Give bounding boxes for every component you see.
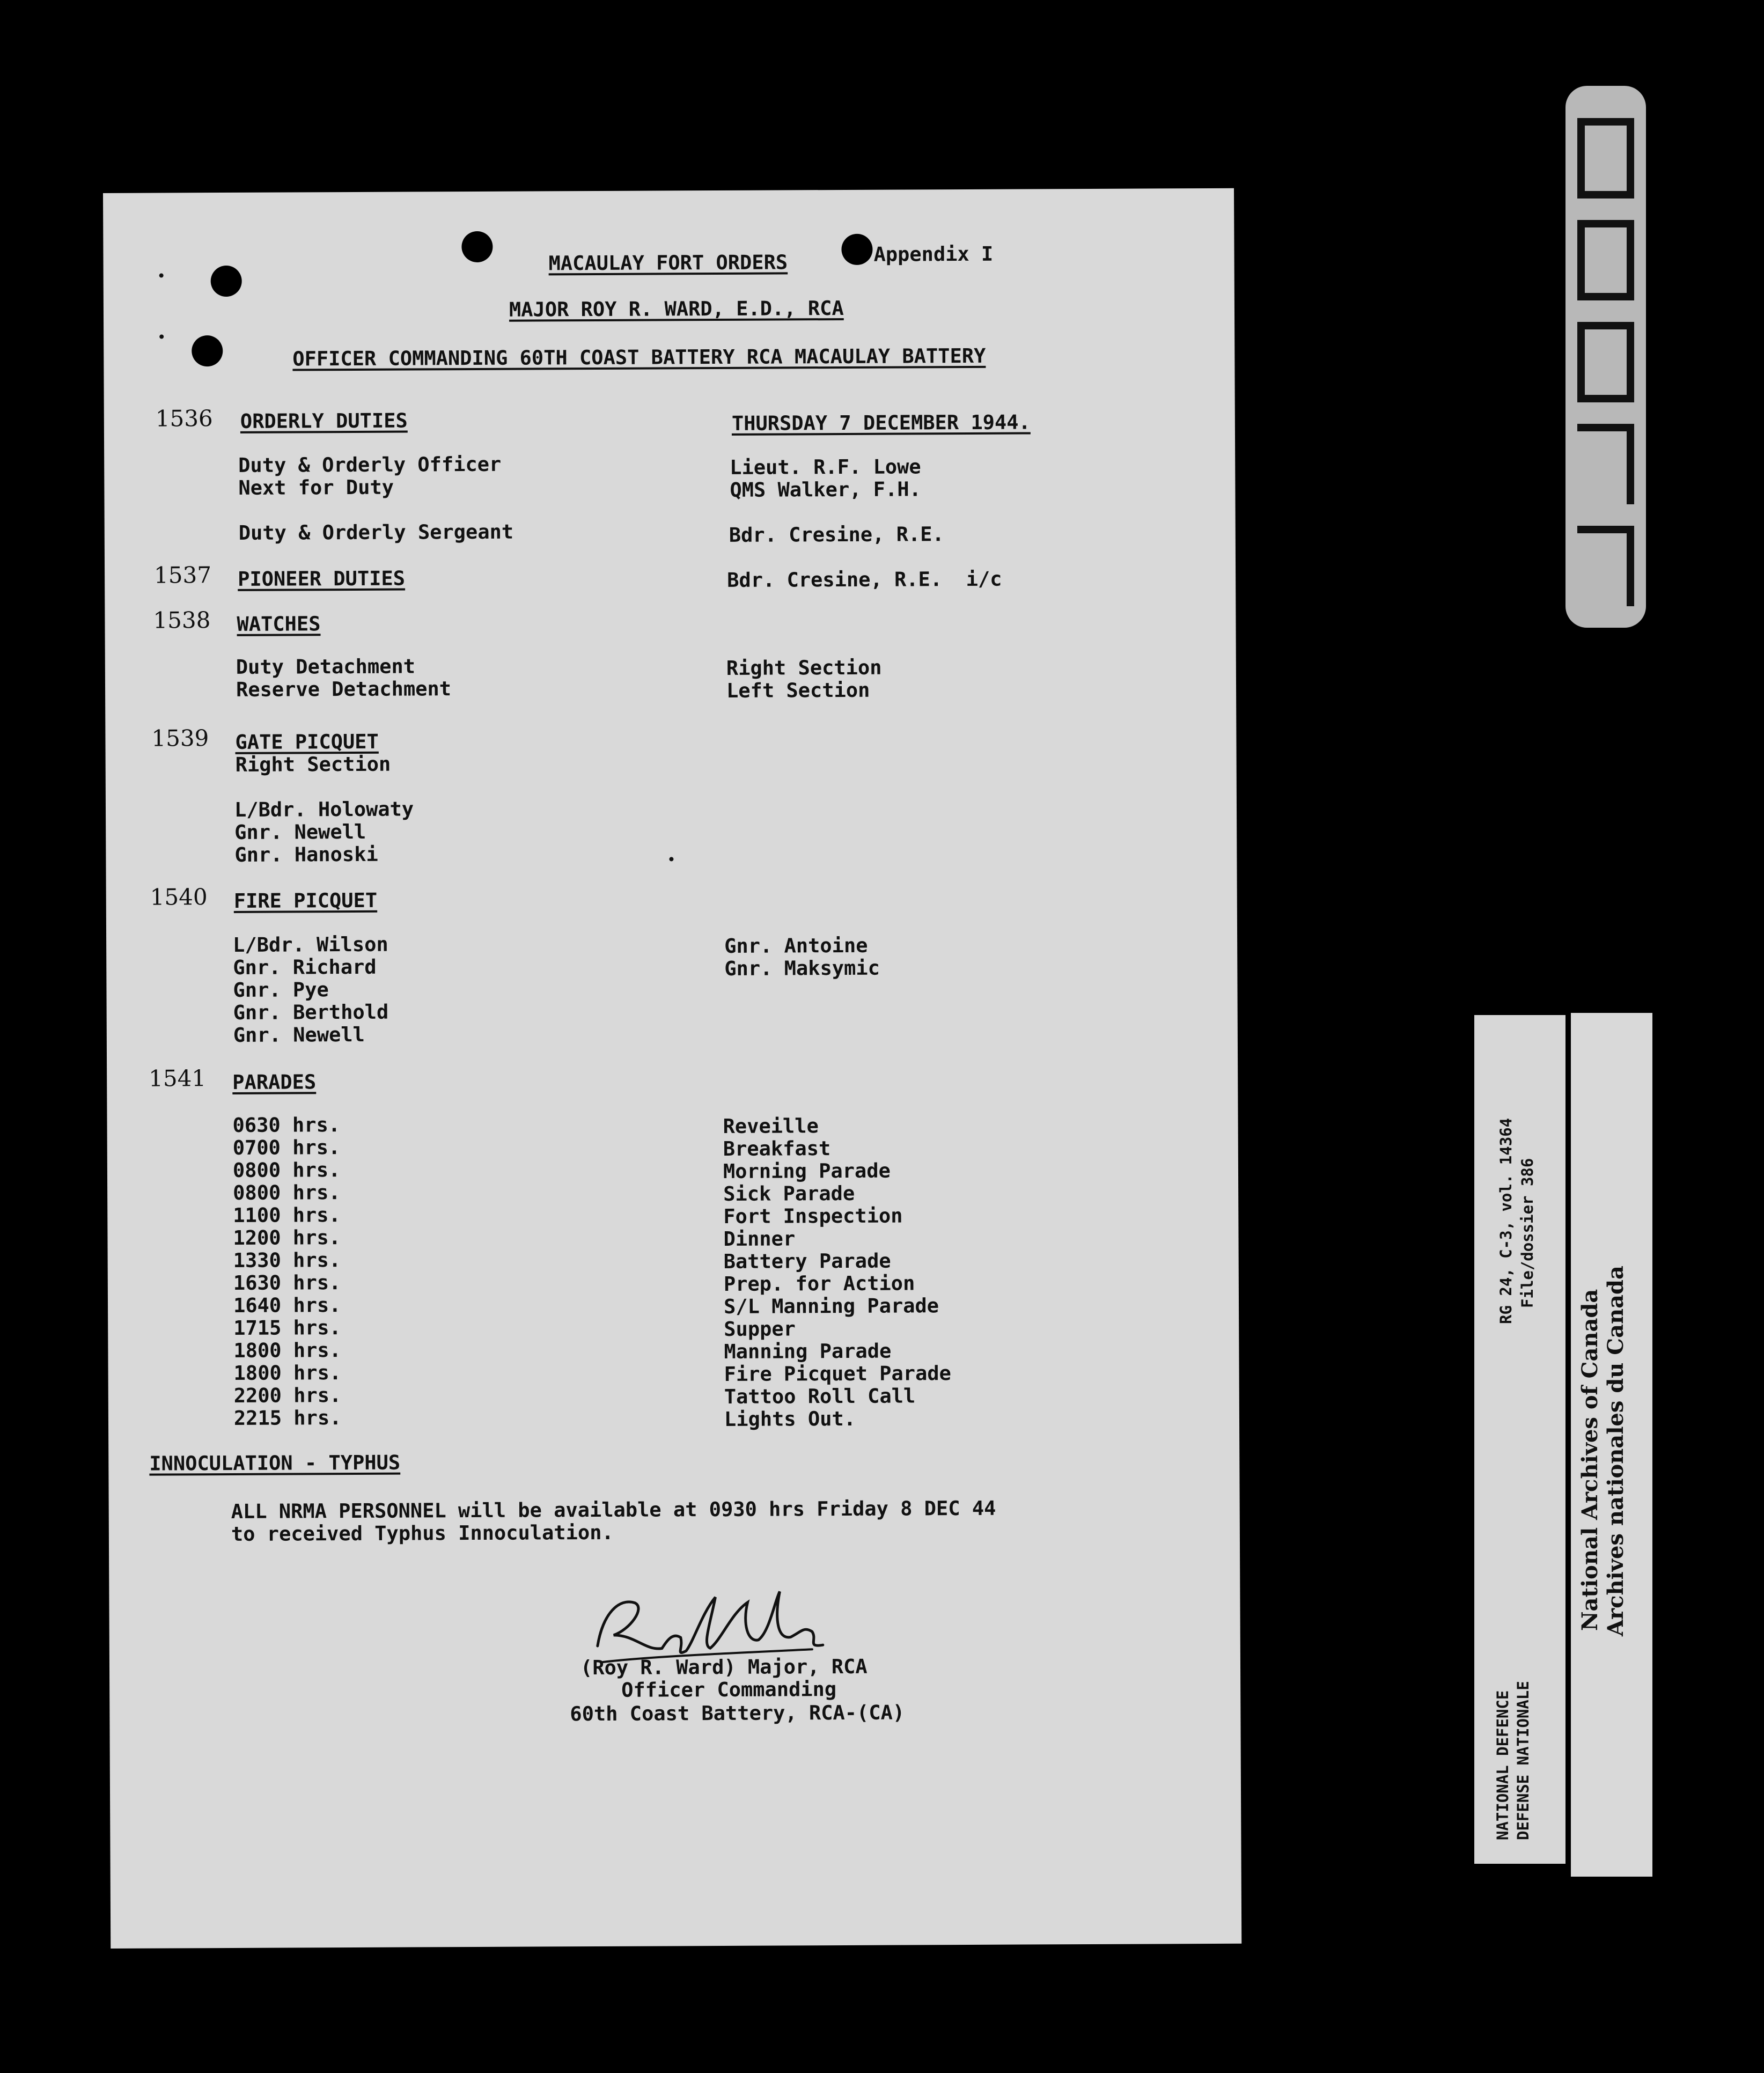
document-page xyxy=(103,188,1241,1949)
department-name: DEFENSE NATIONALE xyxy=(1514,1681,1532,1840)
parade-event: Fort Inspection xyxy=(723,1204,903,1228)
duty-label: Duty & Orderly Officer xyxy=(238,452,502,477)
parade-event: Supper xyxy=(724,1317,796,1341)
parade-event: Prep. for Action xyxy=(723,1271,915,1296)
parade-event: Battery Parade xyxy=(723,1249,891,1273)
header-commander: MAJOR ROY R. WARD, E.D., RCA xyxy=(509,296,844,321)
parade-event: Sick Parade xyxy=(723,1181,855,1205)
picquet-name: Gnr. Newell xyxy=(233,1023,365,1047)
parade-event: Tattoo Roll Call xyxy=(724,1384,916,1408)
parade-event: Morning Parade xyxy=(723,1159,891,1183)
department-name: NATIONAL DEFENCE xyxy=(1494,1690,1512,1840)
duty-value: QMS Walker, F.H. xyxy=(730,477,921,502)
archive-name: Archives nationales du Canada xyxy=(1603,1266,1628,1636)
punch-hole xyxy=(461,231,493,262)
section-heading: ORDERLY DUTIES xyxy=(240,409,408,433)
duty-value: Left Section xyxy=(726,678,870,702)
parade-time: 0630 hrs. xyxy=(232,1113,341,1137)
parade-time: 1630 hrs. xyxy=(233,1271,341,1295)
speck xyxy=(159,274,164,278)
parade-time: 1200 hrs. xyxy=(233,1226,341,1249)
order-number: 1539 xyxy=(151,725,209,752)
parade-event: S/L Manning Parade xyxy=(723,1294,939,1318)
duty-value: Right Section xyxy=(726,656,882,680)
parade-time: 1100 hrs. xyxy=(233,1203,341,1227)
signature-title: Officer Commanding xyxy=(621,1678,837,1702)
section-heading: WATCHES xyxy=(237,612,321,636)
picquet-name: Gnr. Antoine xyxy=(724,933,868,958)
duty-value: Bdr. Cresine, R.E. xyxy=(729,523,944,547)
parade-event: Lights Out. xyxy=(724,1407,856,1431)
innoculation-heading: INNOCULATION - TYPHUS xyxy=(149,1451,401,1475)
header-title: MACAULAY FORT ORDERS xyxy=(548,251,788,275)
appendix-label: Appendix I xyxy=(873,242,994,266)
section-heading: FIRE PICQUET xyxy=(233,888,378,913)
order-number: 1541 xyxy=(149,1065,207,1092)
archive-name: National Archives of Canada xyxy=(1577,1289,1603,1631)
section-heading: PIONEER DUTIES xyxy=(238,567,406,591)
section-heading: PARADES xyxy=(232,1070,317,1094)
order-date: THURSDAY 7 DECEMBER 1944. xyxy=(731,410,1031,435)
picquet-name: Gnr. Berthold xyxy=(233,1000,389,1024)
section-heading: GATE PICQUET xyxy=(235,730,379,754)
parade-time: 1330 hrs. xyxy=(233,1248,341,1272)
header-unit: OFFICER COMMANDING 60TH COAST BATTERY RCA MACAULAY BATTERY xyxy=(292,344,986,371)
picquet-subheading: Right Section xyxy=(235,752,391,776)
duty-label: Duty Detachment xyxy=(236,655,416,679)
archive-reference: RG 24, C-3, vol. 14364 xyxy=(1497,1118,1515,1324)
duty-value: Lieut. R.F. Lowe xyxy=(730,455,921,479)
parade-time: 1640 hrs. xyxy=(233,1293,341,1317)
innoculation-text: to received Typhus Innoculation. xyxy=(231,1520,614,1546)
parade-event: Breakfast xyxy=(723,1137,831,1160)
parade-time: 0800 hrs. xyxy=(233,1181,341,1204)
duty-label: Next for Duty xyxy=(238,475,394,499)
parade-event: Manning Parade xyxy=(724,1339,892,1363)
picquet-name: Gnr. Pye xyxy=(233,978,329,1002)
parade-event: Reveille xyxy=(723,1114,819,1138)
parade-times xyxy=(103,188,1234,193)
parade-time: 2200 hrs. xyxy=(233,1384,342,1407)
parade-time: 1800 hrs. xyxy=(233,1361,342,1385)
speck xyxy=(669,857,673,861)
signature-name: (Roy R. Ward) Major, RCA xyxy=(580,1655,868,1680)
duty-value: Bdr. Cresine, R.E. i/c xyxy=(727,567,1002,592)
order-number: 1540 xyxy=(150,884,208,910)
picquet-name: Gnr. Newell xyxy=(234,820,366,844)
signature-unit: 60th Coast Battery, RCA-(CA) xyxy=(570,1701,905,1726)
punch-hole xyxy=(211,266,242,297)
picquet-name: Gnr. Hanoski xyxy=(234,842,378,866)
picquet-name: L/Bdr. Wilson xyxy=(233,932,388,957)
parade-time: 2215 hrs. xyxy=(233,1406,342,1430)
duty-label: Duty & Orderly Sergeant xyxy=(238,520,514,545)
punch-hole xyxy=(841,234,872,265)
picquet-name: L/Bdr. Holowaty xyxy=(234,797,414,821)
archive-reference: File/dossier 386 xyxy=(1518,1158,1537,1308)
reel-number-label xyxy=(1565,91,1646,622)
parade-events xyxy=(103,188,1234,193)
parade-time: 1715 hrs. xyxy=(233,1316,341,1340)
parade-time: 0800 hrs. xyxy=(232,1158,341,1182)
innoculation-text: ALL NRMA PERSONNEL will be available at 0930 hrs Friday 8 DEC 44 xyxy=(231,1496,996,1523)
parade-time: 0700 hrs. xyxy=(232,1136,341,1159)
parade-time: 1800 hrs. xyxy=(233,1339,341,1362)
order-number: 1538 xyxy=(153,607,211,634)
duty-label: Reserve Detachment xyxy=(236,677,452,701)
order-number: 1537 xyxy=(154,562,212,589)
punch-hole xyxy=(192,335,223,366)
speck xyxy=(159,335,164,339)
picquet-name: Gnr. Maksymic xyxy=(724,956,880,980)
parade-event: Fire Picquet Parade xyxy=(724,1362,951,1386)
parade-event: Dinner xyxy=(723,1227,796,1251)
picquet-name: Gnr. Richard xyxy=(233,955,377,979)
order-number: 1536 xyxy=(155,405,213,432)
